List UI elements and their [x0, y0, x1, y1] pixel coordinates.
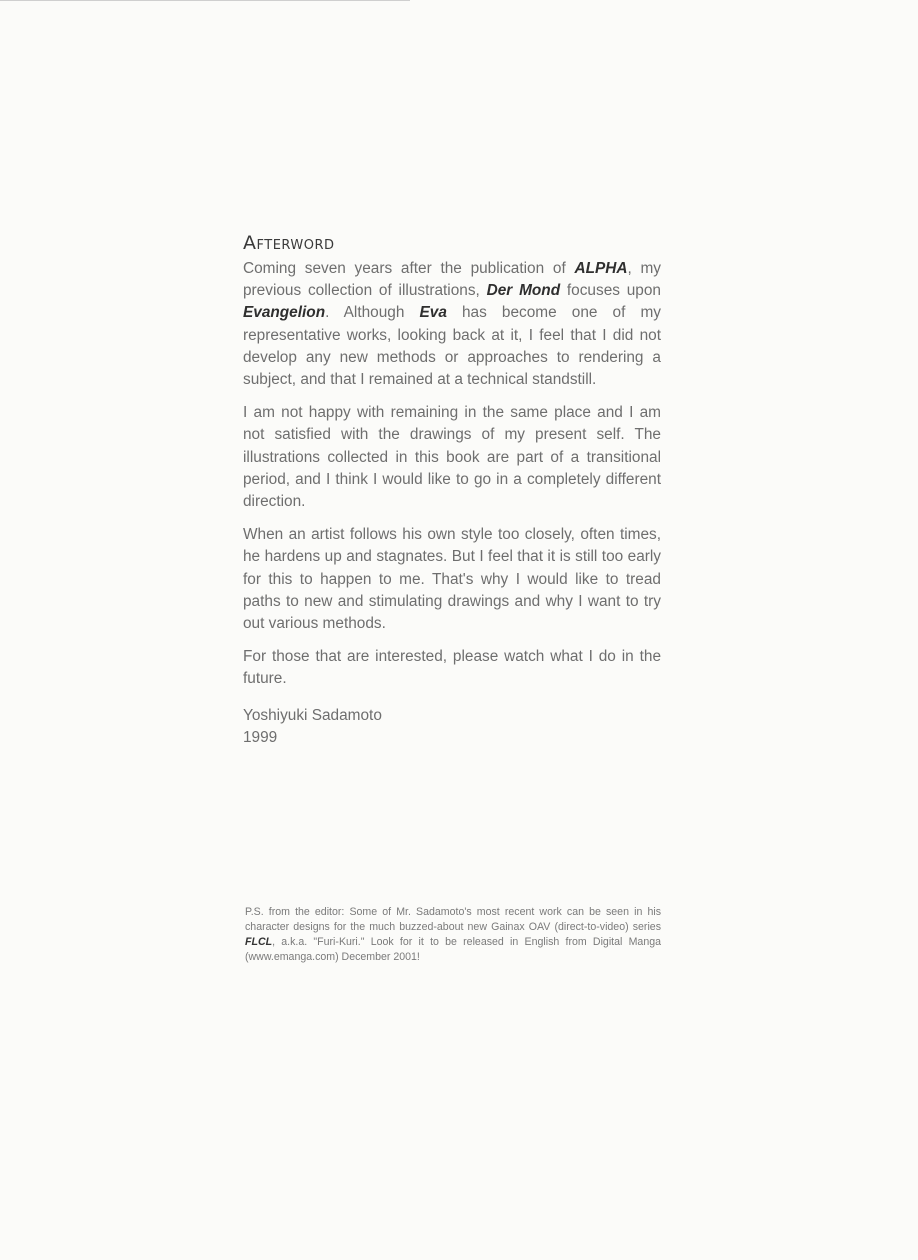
- afterword-paragraph-3: When an artist follows his own style too closely, often times, he hardens up and stagnates. But I feel that it is still too early for this to happen to me. That's why I would like to tread paths to new and stimulating drawings and why I want to try out various methods.: [243, 526, 661, 633]
- editor-postscript: [245, 905, 661, 965]
- work-title-evangelion: Evangelion: [243, 304, 326, 322]
- afterword-paragraph-4: For those that are interested, please watch what I do in the future.: [243, 648, 661, 688]
- signature-year: 1999: [243, 728, 278, 746]
- author-name: Yoshiyuki Sadamoto: [243, 706, 382, 724]
- book-title-der-mond: Der Mond: [486, 282, 561, 300]
- book-title-alpha: ALPHA: [574, 260, 628, 277]
- paragraph-text: , my previous collection of illustrations,: [243, 260, 661, 300]
- paragraph-text: has become one of my representative works, looking back at it, I feel that I did not develop any new methods or approaches to rendering a subject, and that I remained at a technical standstill.: [243, 304, 661, 389]
- signature-block: [243, 705, 661, 749]
- paragraph-text: focuses upon: [560, 282, 661, 300]
- afterword-paragraph-1: [243, 258, 661, 391]
- afterword-section: [243, 232, 661, 749]
- paragraph-text: . Although: [325, 304, 420, 322]
- paragraph-text: Coming seven years after the publication of: [243, 260, 575, 277]
- afterword-paragraph-2: I am not happy with remaining in the same place and I am not satisfied with the drawings of my present self. The illustrations collected in this book are part of a transitional period, and I think I would like to go in a completely different direction.: [243, 404, 661, 511]
- page-top-edge: [0, 0, 410, 1]
- work-title-eva: Eva: [419, 304, 447, 322]
- postscript-text: P.S. from the editor: Some of Mr. Sadamoto's most recent work can be seen in his character designs for the much buzzed-about new Gainax OAV (direct-to-video) series: [245, 906, 661, 933]
- afterword-title: Afterword: [243, 232, 335, 254]
- postscript-text: , a.k.a. "Furi-Kuri." Look for it to be released in English from Digital Manga (www.emanga.com) December 2001!: [245, 936, 661, 963]
- series-title-flcl: FLCL: [245, 936, 273, 948]
